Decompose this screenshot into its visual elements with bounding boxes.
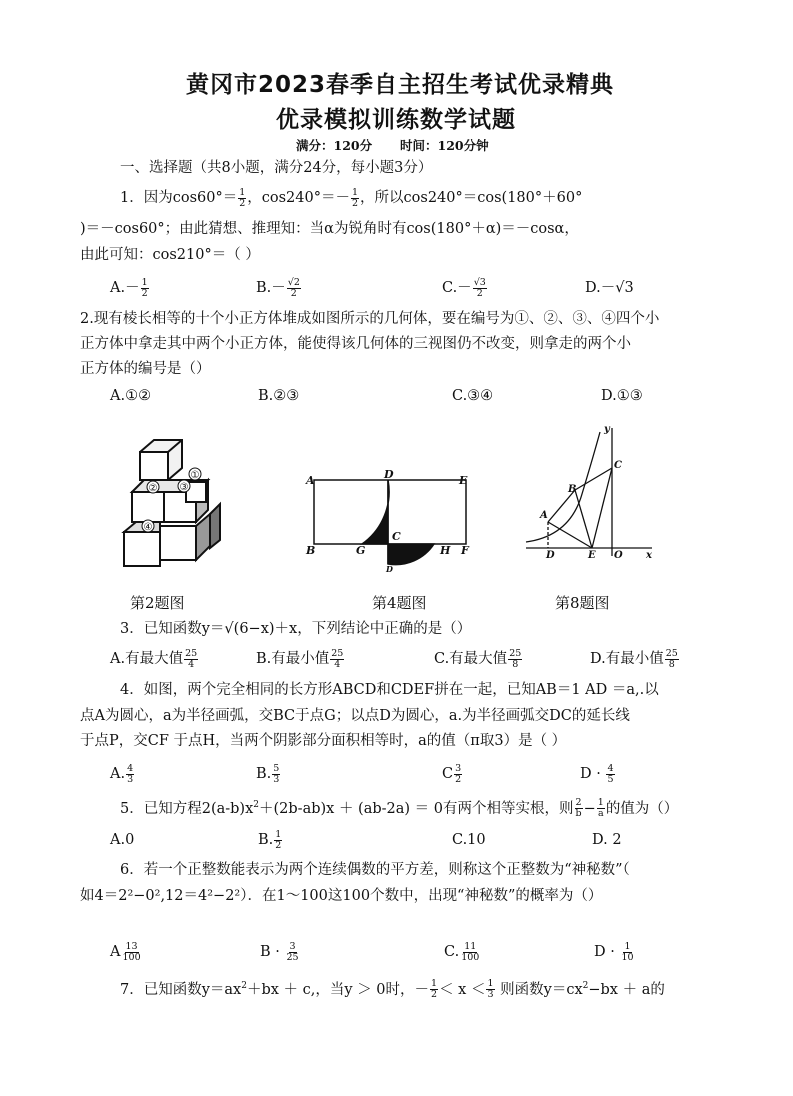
- q6-line2: 如4＝2²−0²,12＝4²−2²）．在1～100这100个数中，出现“神秘数”的概率为（）: [80, 888, 603, 904]
- f8-label-b: B: [568, 484, 577, 495]
- q4-line1: 4．如图，两个完全相同的长方形ABCD和CDEF拼在一起，已知AB＝1 AD ＝a,.以: [120, 682, 659, 698]
- f8-label-o: O: [614, 550, 623, 560]
- q2-line2: 正方体中拿走其中两个小正方体，能使得该几何体的三视图仍不改变，则拿走的两个小: [80, 336, 631, 352]
- f8-label-x: x: [646, 550, 652, 560]
- q1-option-c: C.－ $\frac{√3}{2}$: [442, 276, 486, 299]
- q4-line2: 点A为圆心，a为半径画弧，交BC于点G；以点D为圆心，a.为半径画弧交DC的延长线: [80, 708, 630, 724]
- q5-option-d: D. 2: [592, 832, 622, 848]
- q2-option-b: B.②③: [258, 388, 300, 404]
- f2-label-2: ②: [148, 483, 158, 494]
- q6-option-b: B · $\frac{3}{25}$: [260, 940, 299, 963]
- f4-label-d: D: [384, 470, 394, 481]
- q6-line1: 6．若一个正整数能表示为两个连续偶数的平方差，则称这个正整数为“神秘数”（: [120, 862, 630, 878]
- q1-option-d: D.－√3: [585, 280, 634, 296]
- q3-stem: 3．已知函数y＝√(6−x)＋x，下列结论中正确的是（）: [120, 621, 472, 637]
- q6-option-a: A $\frac{13}{100}$: [110, 940, 141, 963]
- f4-label-d2: D: [386, 564, 393, 574]
- q2-option-d: D.①③: [601, 388, 643, 404]
- q5-option-c: C.10: [452, 832, 486, 848]
- q1-line1: 1．因为cos60°＝ $\frac{1}{2}$ ，cos240°＝－ $\frac{1}{2}$ ，所以cos240°＝cos(180°＋60°: [120, 186, 583, 209]
- f4-label-f: F: [461, 544, 469, 557]
- f8-label-a: A: [540, 510, 548, 521]
- f4-label-e: E: [459, 474, 468, 487]
- page-title-line1: 黄冈市2023春季自主招生考试优录精典: [186, 72, 615, 98]
- page-title-line2: 优录模拟训练数学试题: [276, 107, 516, 133]
- q1-option-b: B.－ $\frac{√2}{2}$: [256, 276, 300, 299]
- q2-line1: 2.现有棱长相等的十个小正方体堆成如图所示的几何体，要在编号为①、②、③、④四个小: [80, 311, 660, 327]
- time-info: 时间：120分钟: [400, 138, 489, 153]
- f4-label-h: H: [440, 544, 451, 557]
- f4-label-c: C: [392, 530, 401, 543]
- q2-line3: 正方体的编号是（）: [80, 361, 211, 377]
- q5-option-b: B. $\frac{1}{2}$: [258, 828, 282, 851]
- q6-option-d: D · $\frac{1}{10}$: [594, 940, 634, 963]
- section-heading: 一、选择题（共8小题，满分24分，每小题3分）: [120, 160, 433, 176]
- f2-label-4: ④: [143, 522, 153, 533]
- f8-label-d: D: [546, 550, 555, 560]
- q3-option-d: D.有最小值 $\frac{25}{8}$: [590, 647, 678, 670]
- q1-line3: 由此可知：cos210°＝（ ）: [80, 247, 260, 263]
- f2-label-3: ③: [179, 482, 189, 493]
- q5-option-a: A.0: [110, 832, 135, 848]
- f4-label-g: G: [356, 544, 366, 557]
- q3-option-c: C.有最大值 $\frac{25}{8}$: [434, 647, 522, 670]
- q5-stem: 5．已知方程$2(a-b)x^2+(2b-ab)x + (ab-2a) = 0$有两个相等实根，则 $\frac{2}{b}$ − $\frac{1}{a}$ 的值为（）: [120, 797, 679, 820]
- f4-label-b: B: [306, 544, 316, 557]
- figure-q2-cubes: [118, 432, 224, 570]
- q2-option-c: C.③④: [452, 388, 494, 404]
- q4-option-b: B. $\frac{5}{3}$: [256, 762, 280, 785]
- q1-option-a: A.－ $\frac{1}{2}$: [110, 276, 148, 299]
- figure-q4-rectangles: [304, 470, 476, 574]
- caption-fig8: 第8题图: [555, 594, 610, 612]
- f8-label-e: E: [588, 550, 596, 560]
- f8-label-c: C: [614, 460, 622, 471]
- q4-option-a: A. $\frac{4}{3}$: [110, 762, 134, 785]
- q2-option-a: A.①②: [110, 388, 152, 404]
- q3-option-b: B.有最小值 $\frac{25}{4}$: [256, 647, 344, 670]
- q6-option-c: C. $\frac{11}{100}$: [444, 940, 480, 963]
- q3-option-a: A.有最大值 $\frac{25}{4}$: [110, 647, 198, 670]
- q4-option-c: C $\frac{3}{2}$: [442, 762, 462, 785]
- q7-stem: 7．已知函数$y=ax^2+bx + c$,，当y ＞ 0时，－ $\frac{1}{2}$ ＜ x ＜ $\frac{1}{3}$ 则函数$y=cx^2-bx + a$的: [120, 978, 665, 1001]
- caption-fig2: 第2题图: [130, 594, 185, 612]
- score-info: 满分：120分: [296, 138, 373, 153]
- f2-label-1: ①: [190, 470, 200, 481]
- q1-line2: )＝－cos60°；由此猜想、推理知：当α为锐角时有cos(180°＋α)＝－cosα，: [80, 221, 579, 237]
- f8-label-y: y: [604, 424, 610, 435]
- f4-label-a: A: [306, 474, 315, 487]
- q4-option-d: D · $\frac{4}{5}$: [580, 762, 614, 785]
- q4-line3: 于点P，交CF 于点H，当两个阴影部分面积相等时，a的值（π取3）是（ ）: [80, 733, 567, 749]
- caption-fig4: 第4题图: [372, 594, 427, 612]
- figure-q8-graph: [520, 424, 660, 560]
